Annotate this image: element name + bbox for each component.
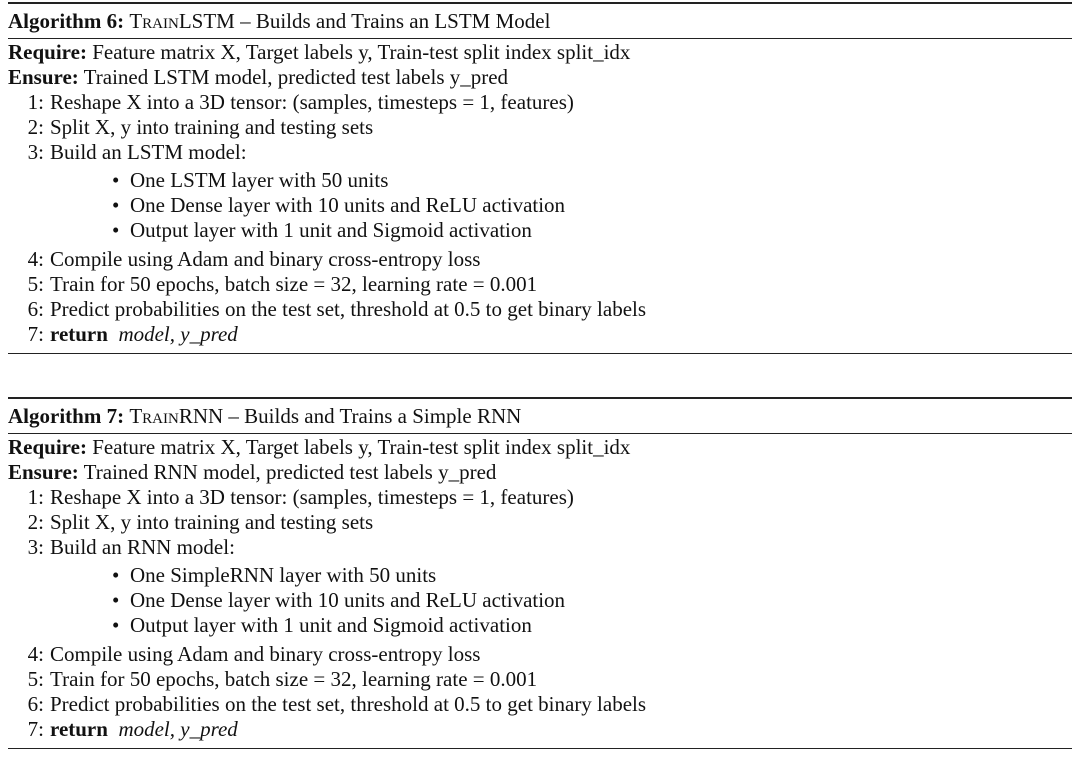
step-number: 7: <box>27 322 44 346</box>
bullet-text: One Dense layer with 10 units and ReLU activation <box>130 193 566 217</box>
step-number: 3: <box>27 535 44 559</box>
return-values: model, y_pred <box>118 322 238 346</box>
step-number: 1: <box>27 90 44 114</box>
step-line <box>8 485 1072 510</box>
step-number: 4: <box>27 247 44 271</box>
bullet-item <box>8 218 1072 243</box>
require-line <box>8 40 1072 65</box>
step-text: Split X, y into training and testing sets <box>50 115 374 139</box>
ensure-line <box>8 65 1072 90</box>
step-line <box>8 667 1072 692</box>
bullet-text: Output layer with 1 unit and Sigmoid activation <box>130 218 532 242</box>
ensure-text: Trained LSTM model, predicted test labels y_pred <box>83 65 509 89</box>
step-line <box>8 297 1072 322</box>
step-number: 2: <box>27 115 44 139</box>
step-number: 6: <box>27 692 44 716</box>
algorithm-body <box>8 39 1072 347</box>
step-line <box>8 272 1072 297</box>
algorithm-name: TrainLSTM <box>129 9 235 33</box>
step-text: Reshape X into a 3D tensor: (samples, timesteps = 1, features) <box>50 485 574 509</box>
bullet-list <box>8 165 1072 247</box>
algorithm-number: Algorithm 7: <box>8 404 125 428</box>
bullet-dot-icon: • <box>112 563 120 587</box>
algorithm-7-block <box>8 397 1072 749</box>
step-text: Predict probabilities on the test set, threshold at 0.5 to get binary labels <box>50 297 647 321</box>
step-text: Split X, y into training and testing sets <box>50 510 374 534</box>
step-line <box>8 510 1072 535</box>
bullet-text: Output layer with 1 unit and Sigmoid activation <box>130 613 532 637</box>
bullet-item <box>8 193 1072 218</box>
algorithm-name: TrainRNN <box>129 404 224 428</box>
return-values: model, y_pred <box>118 717 238 741</box>
bullet-text: One Dense layer with 10 units and ReLU activation <box>130 588 566 612</box>
return-keyword: return <box>50 717 108 741</box>
step-text: Build an RNN model: <box>50 535 235 559</box>
ensure-label: Ensure: <box>8 460 79 484</box>
step-line <box>8 322 1072 347</box>
bottom-rule <box>8 748 1072 749</box>
step-number: 4: <box>27 642 44 666</box>
bullet-item <box>8 613 1072 638</box>
ensure-text: Trained RNN model, predicted test labels y_pred <box>83 460 497 484</box>
ensure-line <box>8 460 1072 485</box>
ensure-label: Ensure: <box>8 65 79 89</box>
step-number: 1: <box>27 485 44 509</box>
bullet-dot-icon: • <box>112 218 120 242</box>
step-line <box>8 692 1072 717</box>
bullet-item <box>8 168 1072 193</box>
step-line <box>8 535 1072 560</box>
algorithm-body <box>8 434 1072 742</box>
require-text: Feature matrix X, Target labels y, Train-test split index split_idx <box>92 435 631 459</box>
bullet-dot-icon: • <box>112 193 120 217</box>
step-number: 5: <box>27 667 44 691</box>
step-text: Train for 50 epochs, batch size = 32, learning rate = 0.001 <box>50 272 538 296</box>
step-number: 7: <box>27 717 44 741</box>
require-label: Require: <box>8 435 87 459</box>
bullet-list <box>8 560 1072 642</box>
step-text: Compile using Adam and binary cross-entropy loss <box>50 247 481 271</box>
algorithm-caption <box>8 4 1072 38</box>
bullet-item <box>8 563 1072 588</box>
algorithm-description: – Builds and Trains an LSTM Model <box>234 9 551 33</box>
step-line <box>8 115 1072 140</box>
step-number: 3: <box>27 140 44 164</box>
step-text: Predict probabilities on the test set, threshold at 0.5 to get binary labels <box>50 692 647 716</box>
algorithm-description: – Builds and Trains a Simple RNN <box>223 404 522 428</box>
step-number: 5: <box>27 272 44 296</box>
step-text: Train for 50 epochs, batch size = 32, learning rate = 0.001 <box>50 667 538 691</box>
step-line <box>8 90 1072 115</box>
step-number: 2: <box>27 510 44 534</box>
step-line <box>8 717 1072 742</box>
step-line <box>8 642 1072 667</box>
step-text: Build an LSTM model: <box>50 140 247 164</box>
algorithm-caption <box>8 399 1072 433</box>
bottom-rule <box>8 353 1072 354</box>
step-text: Compile using Adam and binary cross-entropy loss <box>50 642 481 666</box>
step-number: 6: <box>27 297 44 321</box>
step-line <box>8 247 1072 272</box>
require-text: Feature matrix X, Target labels y, Train-test split index split_idx <box>92 40 631 64</box>
step-text: Reshape X into a 3D tensor: (samples, timesteps = 1, features) <box>50 90 574 114</box>
bullet-dot-icon: • <box>112 613 120 637</box>
bullet-item <box>8 588 1072 613</box>
return-keyword: return <box>50 322 108 346</box>
bullet-dot-icon: • <box>112 168 120 192</box>
bullet-text: One SimpleRNN layer with 50 units <box>130 563 437 587</box>
bullet-text: One LSTM layer with 50 units <box>130 168 389 192</box>
step-line <box>8 140 1072 165</box>
require-line <box>8 435 1072 460</box>
algorithm-number: Algorithm 6: <box>8 9 125 33</box>
require-label: Require: <box>8 40 87 64</box>
bullet-dot-icon: • <box>112 588 120 612</box>
algorithm-6-block <box>8 2 1072 354</box>
